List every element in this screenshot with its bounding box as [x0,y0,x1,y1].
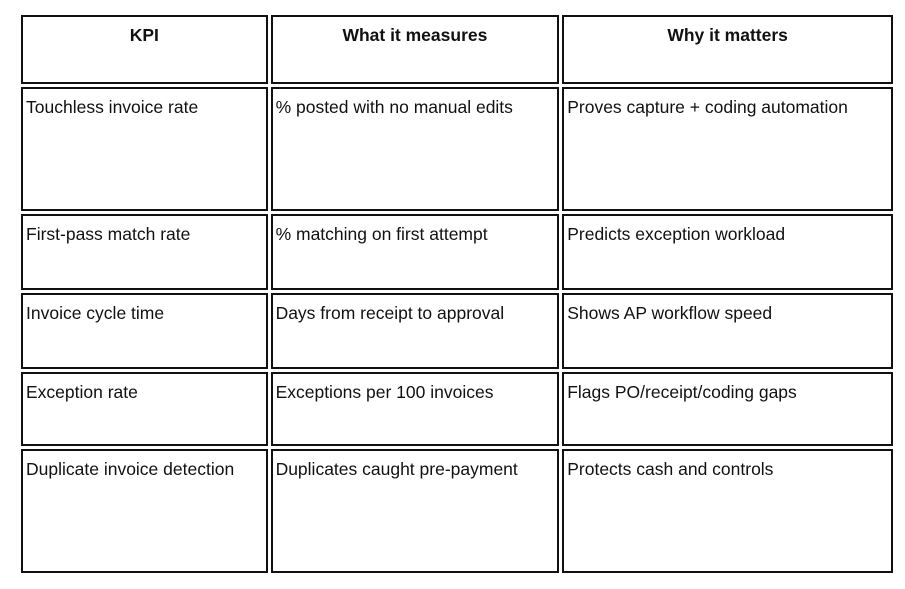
cell-measure [271,293,560,369]
header-row [21,15,893,84]
cell-text: Duplicates caught pre-payment [275,459,518,479]
cell-why [562,293,893,369]
cell-text: Invoice cycle time [26,303,165,323]
cell-text: Predicts exception workload [567,224,786,244]
table-row [21,293,893,369]
cell-text: Proves capture + coding automation [567,97,848,117]
cell-kpi [21,214,268,290]
cell-measure [271,214,560,290]
cell-text: Shows AP workflow speed [567,303,773,323]
cell-text: First-pass match rate [26,224,191,244]
cell-kpi [21,87,268,211]
cell-text: Exceptions per 100 invoices [275,382,494,402]
cell-text: % posted with no manual edits [275,97,513,117]
cell-text: Duplicate invoice detection [26,459,235,479]
header-why-it-matters: Why it matters [562,15,893,84]
cell-why [562,372,893,446]
cell-kpi [21,449,268,573]
table-row [21,449,893,573]
header-what-it-measures: What it measures [271,15,560,84]
cell-measure [271,87,560,211]
cell-text: Protects cash and controls [567,459,774,479]
header-kpi: KPI [21,15,268,84]
table-row [21,214,893,290]
cell-text: Exception rate [26,382,138,402]
cell-text: Flags PO/receipt/coding gaps [567,382,797,402]
cell-measure [271,449,560,573]
cell-text: Days from receipt to approval [275,303,505,323]
cell-why [562,87,893,211]
table-row [21,87,893,211]
cell-kpi [21,372,268,446]
cell-text: % matching on first attempt [275,224,488,244]
kpi-table [18,12,896,576]
table-row [21,372,893,446]
cell-why [562,449,893,573]
cell-text: Touchless invoice rate [26,97,199,117]
cell-measure [271,372,560,446]
cell-kpi [21,293,268,369]
cell-why [562,214,893,290]
